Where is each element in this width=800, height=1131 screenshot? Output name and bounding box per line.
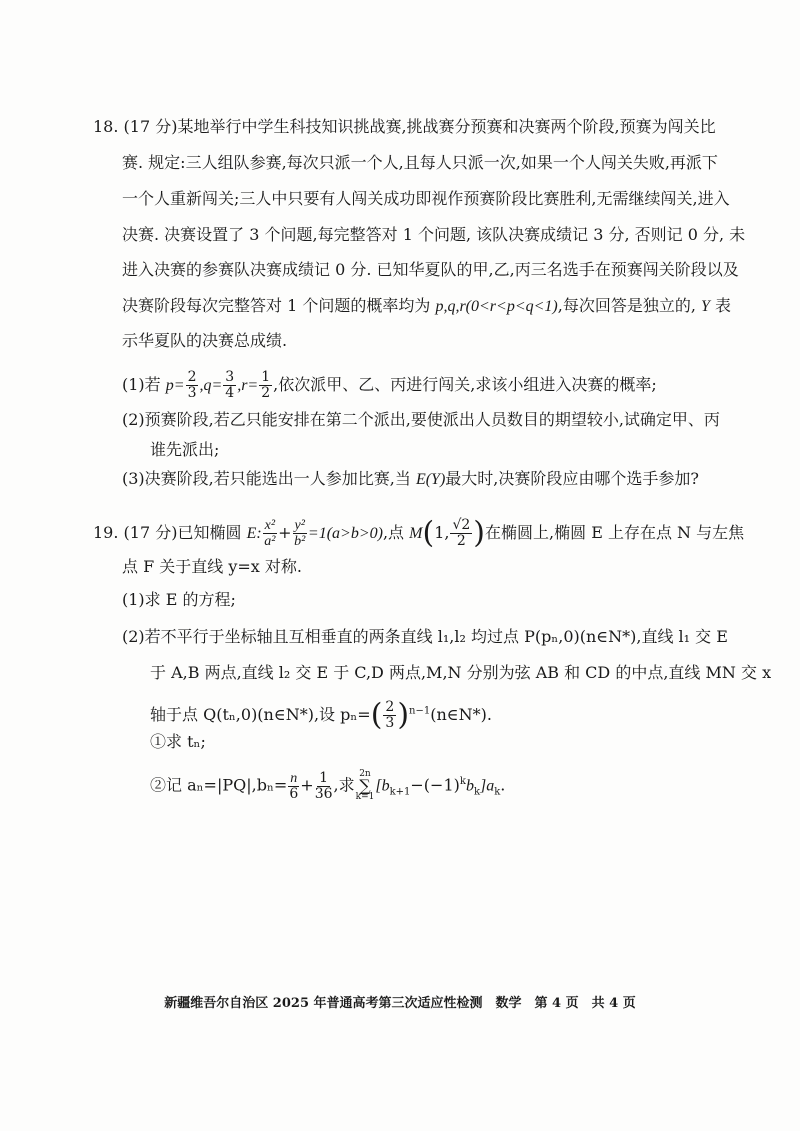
fraction [315, 771, 333, 802]
q18-line [122, 296, 732, 317]
q19-part2: 于 A,B 两点,直线 l₂ 交 E 于 C,D 两点,M,N 分别为弦 AB 和 CD 的中点,直线 MN 交 x [150, 663, 772, 682]
text: ②记 aₙ=|PQ|,bₙ= [150, 775, 288, 795]
q19-part2: 轴于点 Q(tₙ,0)(n∈N*),设 pₙ=( $\frac{2}{3}$ )$^{n-1}$(n∈N*). [150, 697, 492, 733]
q18-line: 进入决赛的参赛队决赛成绩记 0 分. 已知华夏队的甲,乙,丙三名选手在预赛闯关阶段以及 [122, 260, 739, 279]
denominator: 36 [314, 785, 333, 802]
denominator: 3 [385, 715, 395, 731]
q18-part2-cont: 谁先派出; [150, 440, 220, 459]
math: p= [165, 377, 185, 394]
text: + [300, 775, 314, 795]
subscript: k [494, 786, 501, 798]
math: E(Y) [415, 471, 446, 488]
q19-part2: (2)若不平行于坐标轴且互相垂直的两条直线 l₁,l₂ 均过点 P(pₙ,0)(n∈N*),直线 l₁ 交 E [122, 627, 728, 646]
math: 1, [434, 523, 450, 542]
numerator: n [290, 770, 298, 786]
text: 19. (17 分)已知椭圆 [93, 523, 247, 542]
fraction [450, 518, 472, 549]
sum-symbol: ∑ [359, 776, 371, 795]
fraction [186, 370, 199, 401]
fraction [383, 700, 396, 731]
text: 表 [709, 296, 732, 315]
q19-part1: (1)求 E 的方程; [122, 590, 236, 609]
fraction [288, 771, 299, 802]
numerator: √2 [452, 517, 471, 533]
math: =1(a>b>0) [307, 525, 383, 542]
math: ]a [480, 777, 495, 795]
q18-line: 示华夏队的决赛总成绩. [122, 331, 288, 350]
math: [b [375, 777, 390, 795]
sum-lower: k=1 [355, 792, 375, 802]
text: 在椭圆上,椭圆 E 上存在点 N 与左焦 [485, 523, 745, 542]
text: ,求 [333, 775, 355, 795]
q18-part1 [122, 370, 705, 401]
denominator: 2 [261, 385, 271, 401]
fraction [293, 518, 307, 549]
text: (1)若 [122, 375, 166, 394]
numerator: x² [264, 518, 276, 533]
numerator: y² [294, 518, 305, 533]
numerator: 2 [385, 699, 395, 715]
numerator: 1 [261, 369, 271, 385]
fraction [223, 370, 236, 401]
fraction [263, 518, 277, 549]
q18-line: 决赛. 决赛设置了 3 个问题,每完整答对 1 个问题, 该队决赛成绩记 3 分, 否则记 0 分, 未 [122, 225, 746, 244]
page-footer: 新疆维吾尔自治区 2025 年普通高考第三次适应性检测 数学 第 4 页 共 4 页 [164, 996, 636, 1011]
denominator: b² [294, 534, 306, 549]
denominator: 2 [456, 533, 466, 549]
math: −(−1) [410, 775, 460, 795]
math: Y [701, 298, 710, 315]
text: 最大时,决赛阶段应由哪个选手参加? [445, 469, 699, 488]
text: . [500, 775, 506, 795]
q18-line: 一个人重新闯关;三人中只要有人闯关成功即视作预赛阶段比赛胜利,无需继续闯关,进入 [122, 189, 730, 208]
denominator: 6 [289, 785, 299, 802]
text: 轴于点 Q(tₙ,0)(n∈N*),设 pₙ= [150, 705, 371, 724]
exponent: n−1 [409, 705, 431, 717]
q19-line: 19. (17 分)已知椭圆 E: $\frac{\text{x²}}{\text{a²}}$ + $\frac{\text{y²}}{\text{b²}}$ =1(a>b>0),点 M(1, $\frac{√2}{2}$ )在椭圆上,椭圆 E 上存在点 N 与左焦 [93, 515, 745, 551]
math: E: [246, 525, 262, 542]
text: ,点 [382, 523, 410, 542]
text: (n∈N*). [430, 705, 492, 724]
q18-part2: (2)预赛阶段,若乙只能安排在第二个派出,要使派出人员数目的期望较小,试确定甲、丙 [122, 410, 720, 429]
denominator: a² [264, 534, 276, 549]
q18-part3 [122, 469, 705, 490]
numerator: 2 [187, 369, 197, 385]
numerator: 3 [225, 369, 235, 385]
sum-upper: 2n [359, 769, 371, 779]
text: 决赛阶段每次完整答对 1 个问题的概率均为 [122, 296, 436, 315]
fraction [259, 370, 272, 401]
math: p,q,r(0<r<p<q<1) [435, 298, 558, 315]
text: (3)决赛阶段,若只能选出一人参加比赛,当 [122, 469, 416, 488]
math: b [465, 777, 474, 795]
q18-line: 赛. 规定:三人组队参赛,每次只派一个人,且每人只派一次,如果一个人闯关失败,再派下 [122, 153, 718, 172]
denominator: 4 [225, 385, 235, 401]
subscript: k+1 [389, 786, 411, 798]
summation [356, 770, 375, 802]
subscript: k [473, 786, 480, 798]
text: ,每次回答是独立的, [557, 296, 702, 315]
denominator: 3 [187, 385, 197, 401]
math: M [409, 525, 423, 542]
q19-sub1: ①求 tₙ; [150, 732, 206, 751]
q19-sub2 [150, 770, 705, 803]
q19-line: 点 F 关于直线 y=x 对称. [122, 557, 303, 576]
q18-line: 18. (17 分)某地举行中学生科技知识挑战赛,挑战赛分预赛和决赛两个阶段,预赛为闯关比 [93, 117, 716, 136]
superscript: k [459, 776, 466, 788]
math: ,q= [199, 377, 223, 394]
math: ,r= [237, 377, 259, 394]
numerator: 1 [319, 769, 329, 786]
text: ,依次派甲、乙、丙进行闯关,求该小组进入决赛的概率; [273, 375, 657, 394]
